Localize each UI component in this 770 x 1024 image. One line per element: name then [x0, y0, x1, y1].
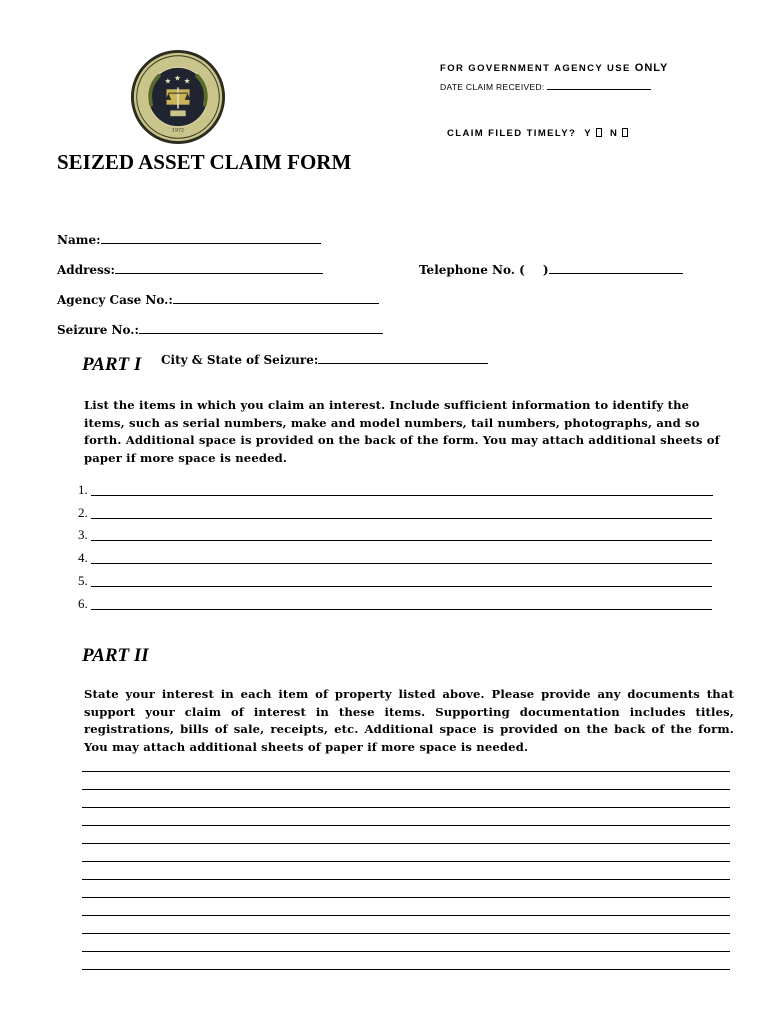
city-state-field[interactable]	[318, 363, 488, 364]
agency-seal-logo	[130, 49, 226, 145]
date-claim-received-row	[440, 82, 651, 92]
address-row	[57, 263, 323, 277]
seal-year-text: 1972	[171, 128, 185, 134]
telephone-label: Telephone No. (	[419, 263, 525, 277]
interest-line[interactable]	[82, 861, 730, 862]
item-number: 4.	[78, 550, 88, 565]
yes-label: Y	[584, 128, 593, 139]
item-line-4[interactable]	[91, 563, 712, 564]
interest-line[interactable]	[82, 897, 730, 898]
city-state-label: City & State of Seizure:	[161, 353, 319, 367]
interest-line[interactable]	[82, 771, 730, 772]
address-field[interactable]	[115, 273, 323, 274]
claim-timely-label: CLAIM FILED TIMELY?	[447, 128, 577, 139]
yes-checkbox[interactable]	[596, 128, 602, 137]
item-number: 6.	[78, 596, 88, 611]
part1-heading: PART I	[82, 354, 142, 375]
svg-text:★: ★	[174, 73, 182, 83]
agency-use-only: ONLY	[634, 62, 669, 74]
item-line-1[interactable]	[91, 495, 713, 496]
item-number: 2.	[78, 505, 88, 520]
seizure-field[interactable]	[139, 333, 383, 334]
svg-text:★: ★	[183, 76, 191, 86]
form-title: SEIZED ASSET CLAIM FORM	[57, 150, 352, 174]
part2-instructions: State your interest in each item of property listed above. Please provide any documents that support your claim of interest in these items. Supporting documentation includes titles, registrations, bills of sale, receipts, etc. Additional space is provided on the back of the form. You may attach additional sheets of paper if more space is needed.	[84, 687, 734, 754]
interest-line[interactable]	[82, 825, 730, 826]
agency-case-field[interactable]	[173, 303, 379, 304]
claim-timely-row	[447, 128, 636, 139]
telephone-row	[419, 263, 683, 277]
item-number: 3.	[78, 527, 88, 542]
agency-use-header	[440, 62, 668, 74]
address-label: Address:	[57, 263, 115, 277]
seizure-row	[57, 323, 383, 337]
item-number: 1.	[78, 482, 88, 497]
part2-heading: PART II	[82, 645, 149, 666]
name-label: Name:	[57, 233, 101, 247]
part1-instructions: List the items in which you claim an interest. Include sufficient information to identify the items, such as serial numbers, make and model numbers, tail numbers, photographs, and so forth. Additional space is provided on the back of the form. You may attach additional sheets of paper if more space is needed.	[84, 398, 720, 465]
telephone-field[interactable]	[549, 273, 683, 274]
no-checkbox[interactable]	[622, 128, 628, 137]
no-label: N	[610, 128, 619, 139]
agency-case-row	[57, 293, 379, 307]
interest-line[interactable]	[82, 951, 730, 952]
name-row	[57, 233, 321, 247]
city-state-row	[161, 353, 488, 367]
interest-line[interactable]	[82, 879, 730, 880]
interest-line[interactable]	[82, 843, 730, 844]
item-number: 5.	[78, 573, 88, 588]
telephone-close-paren: )	[542, 263, 549, 277]
date-claim-received-label: DATE CLAIM RECEIVED:	[440, 82, 545, 92]
date-claim-received-field[interactable]	[547, 89, 651, 90]
item-line-5[interactable]	[91, 586, 712, 587]
item-line-2[interactable]	[91, 518, 712, 519]
agency-use-title: FOR GOVERNMENT AGENCY USE	[440, 63, 631, 74]
interest-line[interactable]	[82, 969, 730, 970]
interest-line[interactable]	[82, 915, 730, 916]
interest-line[interactable]	[82, 933, 730, 934]
item-line-6[interactable]	[91, 609, 712, 610]
interest-line[interactable]	[82, 789, 730, 790]
name-field[interactable]	[101, 243, 321, 244]
agency-case-label: Agency Case No.:	[57, 293, 173, 307]
item-line-3[interactable]	[91, 540, 712, 541]
interest-line[interactable]	[82, 807, 730, 808]
svg-text:★: ★	[164, 76, 172, 86]
seizure-label: Seizure No.:	[57, 323, 139, 337]
